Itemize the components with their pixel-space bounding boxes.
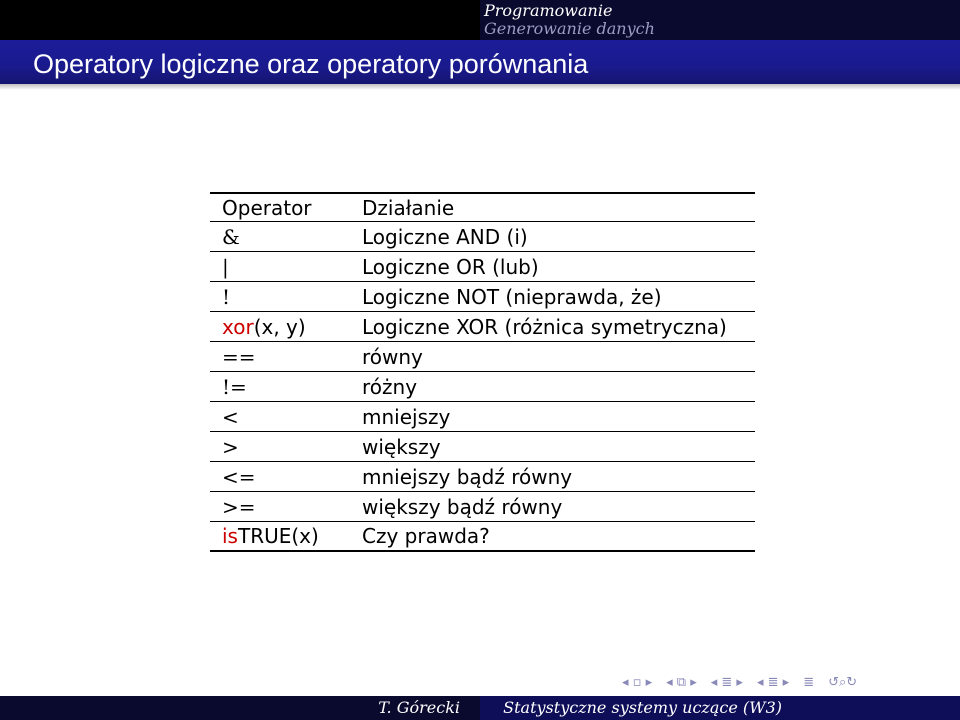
operator-cell: [210, 285, 362, 309]
operator-symbol: >=: [222, 494, 256, 519]
table-row: [210, 282, 755, 312]
table-row: [210, 402, 755, 432]
operator-function-name: is: [222, 524, 238, 548]
table-row: [210, 252, 755, 282]
description-cell: Czy prawda?: [362, 524, 490, 548]
footer-title: Statystyczne systemy uczące (W3): [480, 696, 960, 720]
frame-title-bar: [0, 40, 960, 84]
operator-cell: [210, 524, 362, 548]
nav-subsection-icon[interactable]: ◂ ⧉ ▸: [666, 674, 697, 690]
table-row: [210, 462, 755, 492]
description-cell: mniejszy bądź równy: [362, 464, 573, 489]
header-left-panel: [0, 0, 480, 40]
operator-symbol: <=: [222, 464, 256, 489]
operator-cell: [210, 405, 362, 429]
operator-args: TRUE(x): [237, 524, 319, 548]
operator-cell: [210, 465, 362, 489]
operator-symbol: !=: [222, 374, 247, 399]
header-section[interactable]: Programowanie: [484, 1, 613, 20]
operator-cell: [210, 315, 362, 339]
operator-symbol: &: [222, 224, 240, 249]
frame-title: Operatory logiczne oraz operatory porównania: [33, 49, 589, 79]
description-cell: równy: [362, 344, 423, 369]
operator-cell: [210, 345, 362, 369]
description-cell: większy: [362, 434, 441, 459]
title-shadow: [0, 84, 960, 90]
description-cell: Logiczne OR (lub): [362, 254, 539, 279]
operator-symbol: >: [222, 434, 239, 459]
table-row: [210, 522, 755, 552]
column-header-action: Działanie: [362, 195, 455, 220]
operator-cell: [210, 375, 362, 399]
description-cell: Logiczne AND (i): [362, 224, 528, 249]
footer-author: T. Górecki: [0, 696, 480, 720]
footer-bar: [0, 696, 960, 720]
nav-section-icon[interactable]: ◂ ≣ ▸: [710, 674, 743, 690]
table-row: [210, 372, 755, 402]
nav-frame-back-icon[interactable]: ◂ ▫ ▸: [622, 674, 653, 690]
description-cell: Logiczne XOR (różnica symetryczna): [362, 314, 727, 339]
header-right-panel: [480, 0, 960, 40]
operator-cell: [210, 435, 362, 459]
description-cell: większy bądź równy: [362, 494, 563, 519]
description-cell: Logiczne NOT (nieprawda, że): [362, 284, 662, 309]
header-bar: [0, 0, 960, 40]
operators-table: [210, 192, 755, 552]
operator-symbol: <: [222, 404, 239, 429]
nav-section-forward-icon[interactable]: ◂ ≣ ▸: [756, 674, 790, 690]
table-row: [210, 432, 755, 462]
table-row: [210, 492, 755, 522]
column-header-operator: Operator: [222, 195, 312, 220]
operator-symbol: !: [222, 284, 231, 309]
description-cell: różny: [362, 374, 418, 399]
operator-cell: [210, 225, 362, 249]
nav-search-icon[interactable]: ↺⌕↻: [828, 674, 858, 690]
table-row: [210, 342, 755, 372]
table-row: [210, 222, 755, 252]
operator-function-name: xor: [222, 314, 254, 339]
nav-align-icon[interactable]: ≣: [803, 674, 815, 690]
operator-cell: [210, 495, 362, 519]
table-header-row: [210, 192, 755, 222]
operator-symbol: ==: [222, 344, 256, 369]
beamer-navigation: [622, 672, 952, 692]
description-cell: mniejszy: [362, 404, 451, 429]
operator-args: (x, y): [253, 314, 306, 339]
header-subsection[interactable]: Generowanie danych: [484, 19, 655, 38]
operator-cell: [210, 255, 362, 279]
table-row: [210, 312, 755, 342]
operator-symbol: |: [222, 254, 229, 279]
